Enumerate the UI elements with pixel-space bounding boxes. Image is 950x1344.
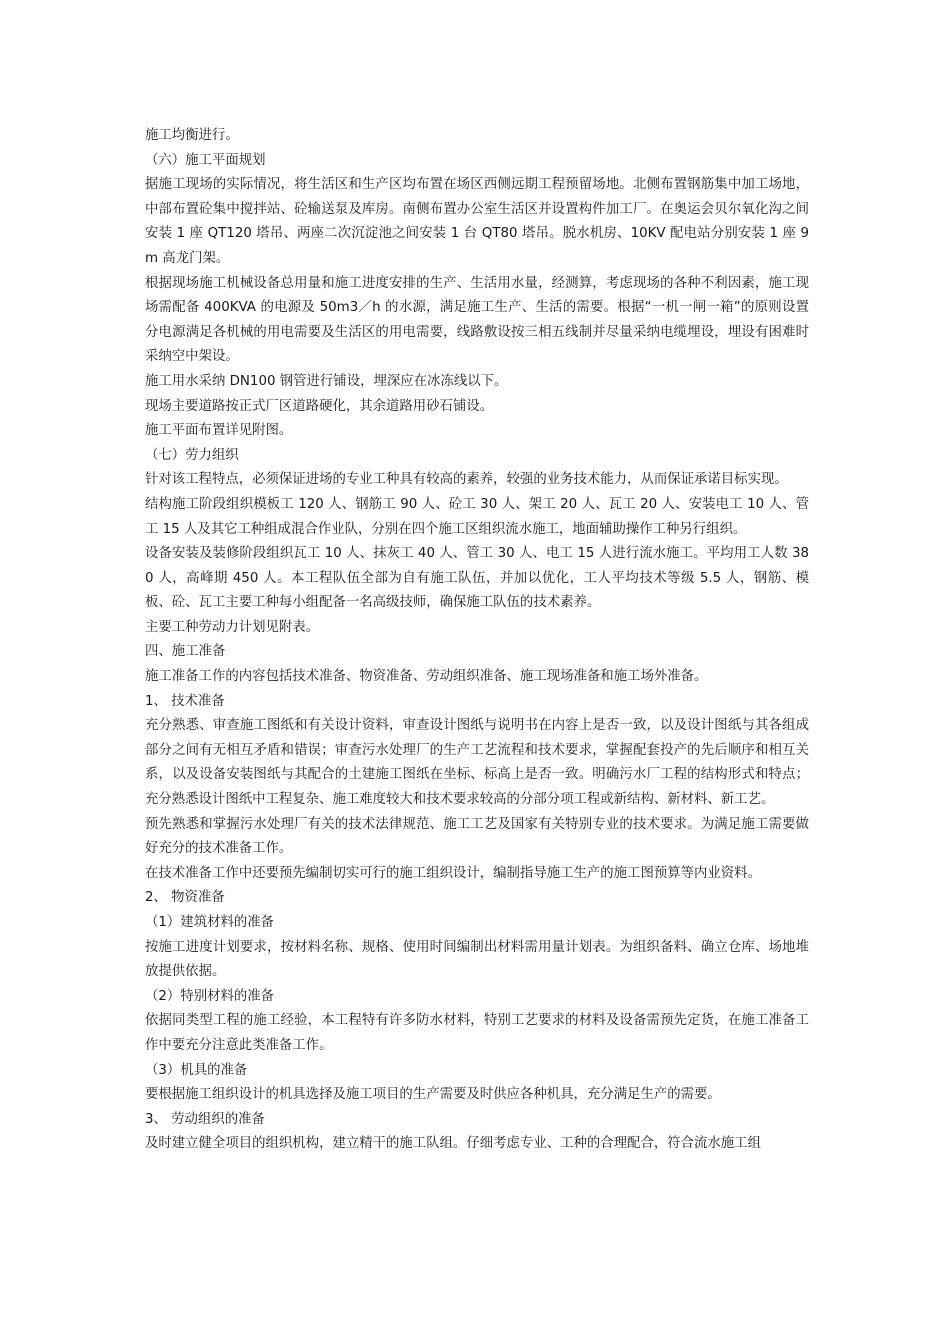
paragraph-equipment: 要根据施工组织设计的机具选择及施工项目的生产需要及时供应各种机具，充分满足生产的需要。	[145, 1087, 721, 1103]
paragraph-special-materials: 依据同类型工程的施工经验，本工程特有许多防水材料，特别工艺要求的材料及设备需预先定货，在施工准备工作中要充分注意此类准备工作。	[145, 1013, 809, 1053]
paragraph-structure-stage-labor: 结构施工阶段组织模板工 120 人、钢筋工 90 人、砼工 30 人、架工 20 人、瓦工 20 人、安装电工 10 人、管工 15 人及其它工种组成混合作业队，分别在四个施工区组织流水施工，地面辅助操作工种另行组织。	[145, 496, 809, 537]
subheading-building-materials: （1）建筑材料的准备	[145, 915, 275, 930]
paragraph-organization-design: 在技术准备工作中还要预先编制切实可行的施工组织设计，编制指导施工生产的施工图预算等内业资料。	[145, 865, 761, 881]
paragraph-preparation-scope: 施工准备工作的内容包括技术准备、物资准备、劳动组织准备、施工现场准备和施工场外准备。	[145, 669, 708, 685]
subheading-special-materials: （2）特别材料的准备	[145, 988, 275, 1004]
subheading-material-preparation: 2、 物资准备	[145, 890, 225, 906]
paragraph-layout-reference: 施工平面布置详见附图。	[145, 423, 293, 439]
paragraph-material-plan: 按施工进度计划要求，按材料名称、规格、使用时间编制出材料需用量计划表。为组织备料、确立仓库、场地堆放提供依据。	[145, 939, 809, 980]
paragraph-labor-plan-reference: 主要工种劳动力计划见附表。	[145, 619, 320, 635]
paragraph-site-zones: 据施工现场的实际情况，将生活区和生产区均布置在场区西侧远期工程预留场地。北侧布置钢筋集中加工场地，中部布置砼集中搅拌站、砼输送泵及库房。南侧布置办公室生活区并设置构件加工厂。在奥运会贝尔氧化沟之间安装 1 座 QT120 塔吊、两座二次沉淀池之间安装 1 台 QT80 塔吊。脱水机房、10KV 配电站分别安装 1 座 9m 高龙门架。	[145, 177, 809, 266]
paragraph-labor-quality: 针对该工程特点，必须保证进场的专业工种具有较高的素养，较强的业务技术能力，从而保证承诺目标实现。	[145, 472, 788, 488]
document-body	[145, 124, 809, 1157]
section-heading-site-layout: （六）施工平面规划	[145, 152, 266, 168]
chapter-heading-preparation: 四、施工准备	[145, 644, 226, 660]
paragraph-roads: 现场主要道路按正式厂区道路硬化，其余道路用砂石铺设。	[145, 398, 494, 414]
paragraph-standards: 预先熟悉和掌握污水处理厂有关的技术法律规范、施工工艺及国家有关特别专业的技术要求。为满足施工需要做好充分的技术准备工作。	[145, 816, 809, 857]
paragraph-power-water: 根据现场施工机械设备总用量和施工进度安排的生产、生活用水量，经测算，考虑现场的各种不利因素，施工现场需配备 400KVA 的电源及 50m3／h 的水源，满足施工生产、生活的需要。根据“一机一闸一箱”的原则设置分电源满足各机械的用电需要及生活区的用电需要，线路敷设按三相五线制并尽量采纳电缆埋设，埋设有困难时采纳空中架设。	[145, 275, 809, 365]
paragraph-continuation: 施工均衡进行。	[145, 128, 239, 143]
paragraph-installation-stage-labor: 设备安装及装修阶段组织瓦工 10 人、抹灰工 40 人、管工 30 人、电工 15 人进行流水施工。平均用工人数 380 人，高峰期 450 人。本工程队伍全部为自有施工队伍，并加以优化，工人平均技术等级 5.5 人，钢筋、模板、砼、瓦工主要工种每小组配备一名高级技师，确保施工队伍的技术素养。	[145, 546, 809, 611]
subheading-labor-organization: 3、 劳动组织的准备	[145, 1111, 265, 1127]
section-heading-labor: （七）劳力组织	[145, 447, 239, 463]
paragraph-water-pipe: 施工用水采纳 DN100 钢管进行铺设，埋深应在冰冻线以下。	[145, 373, 508, 389]
subheading-technical-preparation: 1、 技术准备	[145, 693, 225, 709]
paragraph-drawing-review: 充分熟悉、审查施工图纸和有关设计资料，审查设计图纸与说明书在内容上是否一致，以及设计图纸与其各组成部分之间有无相互矛盾和错误；审查污水处理厂的生产工艺流程和技术要求，掌握配套投产的先后顺序和相互关系，以及设备安装图纸与其配合的土建施工图纸在坐标、标高上是否一致。明确污水厂工程的结构形式和特点；充分熟悉设计图纸中工程复杂、施工难度较大和技术要求较高的分部分项工程或新结构、新材料、新工艺。	[145, 718, 809, 808]
subheading-equipment: （3）机具的准备	[145, 1062, 248, 1078]
paragraph-labor-organization: 及时建立健全项目的组织机构，建立精干的施工队组。仔细考虑专业、工种的合理配合，符合流水施工组	[145, 1136, 761, 1152]
